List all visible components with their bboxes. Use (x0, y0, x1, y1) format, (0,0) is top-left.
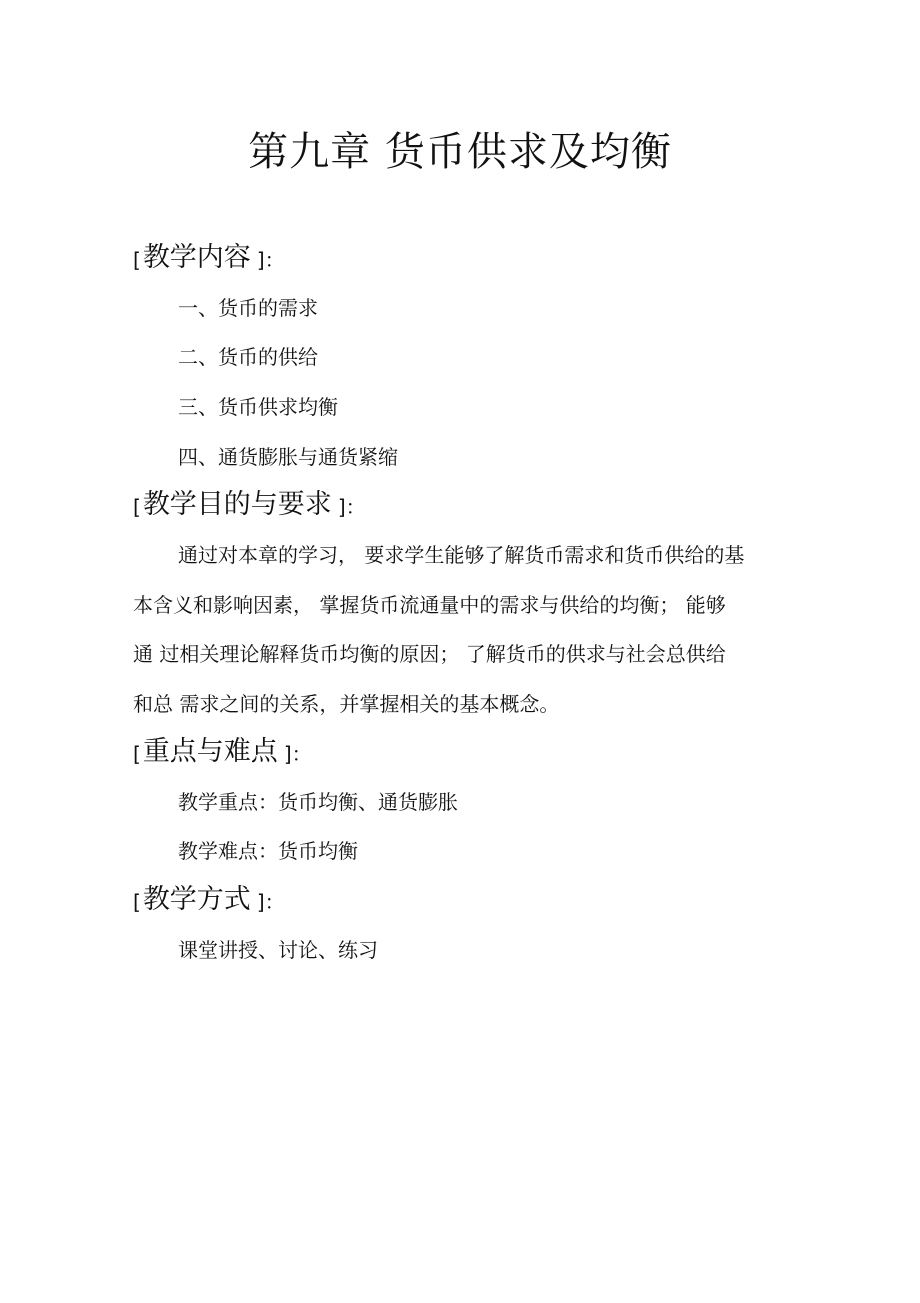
goals-line-2: 本含义和影响因素， 掌握货币流通量中的需求与供给的均衡； 能够 (133, 593, 726, 617)
heading-text: 重点与难点 (142, 736, 278, 767)
bracket-close: ]： (337, 495, 366, 519)
goals-line-1: 通过对本章的学习， 要求学生能够了解货币需求和货币供给的基 (178, 543, 745, 567)
teaching-focus: 教学重点：货币均衡、通货膨胀 (178, 790, 458, 814)
content-item-3: 三、货币供求均衡 (178, 395, 338, 419)
bracket-open: [ (133, 742, 141, 766)
bracket-close: ]： (283, 742, 312, 766)
heading-text: 教学内容 (142, 242, 251, 273)
bracket-close: ]： (256, 890, 285, 914)
goals-line-3: 通 过相关理论解释货币均衡的原因； 了解货币的供求与社会总供给 (133, 642, 726, 666)
heading-text: 教学方式 (142, 884, 251, 915)
bracket-open: [ (133, 248, 141, 272)
section-heading-content (133, 241, 285, 277)
section-heading-goals (133, 488, 366, 524)
content-item-1: 一、货币的需求 (178, 296, 318, 320)
content-item-4: 四、通货膨胀与通货紧缩 (178, 445, 398, 469)
bracket-open: [ (133, 890, 141, 914)
heading-text: 教学目的与要求 (142, 489, 332, 520)
section-heading-key-points (133, 735, 312, 771)
bracket-open: [ (133, 495, 141, 519)
bracket-close: ]： (256, 248, 285, 272)
teaching-method: 课堂讲授、讨论、练习 (178, 938, 378, 962)
chapter-title: 第九章 货币供求及均衡 (248, 129, 672, 175)
teaching-difficulty: 教学难点：货币均衡 (178, 839, 358, 863)
content-item-2: 二、货币的供给 (178, 345, 318, 369)
section-heading-method (133, 883, 285, 919)
goals-line-4: 和总 需求之间的关系，并掌握相关的基本概念。 (133, 692, 560, 716)
